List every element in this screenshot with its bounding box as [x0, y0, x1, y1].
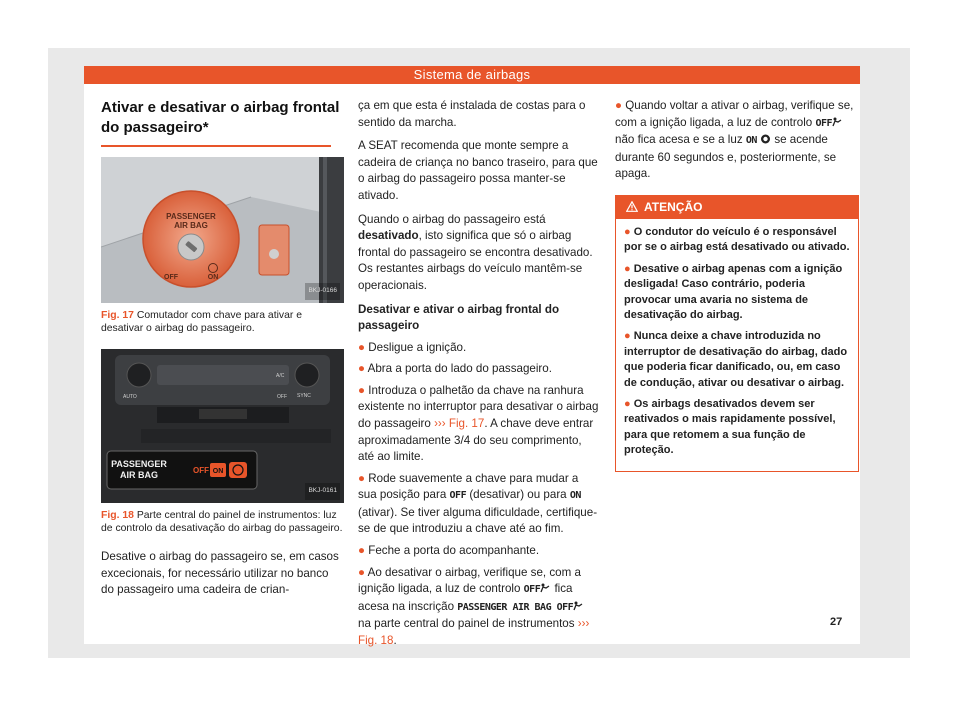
figure-17-label: Fig. 17: [101, 310, 134, 321]
figure-18-label: Fig. 18: [101, 510, 134, 521]
figure-18-caption: [101, 509, 344, 535]
panel-airbag-text: AIR BAG: [120, 470, 158, 480]
btn-ac-label: A/C: [276, 373, 285, 379]
switch-label-passenger: PASSENGER: [166, 212, 216, 221]
column-2: [358, 98, 600, 655]
panel-off-text: OFF: [193, 466, 209, 475]
btn-sync-label: SYNC: [297, 393, 311, 399]
warning-title: ATENÇÃO: [644, 199, 703, 214]
off-symbol: OFF: [815, 117, 832, 129]
off-symbol: OFF: [523, 584, 541, 596]
list-item: ● O condutor do veículo é o responsável por se o airbag está desativado ou ativado.: [624, 225, 850, 254]
list-item: ● Nunca deixe a chave introduzida no interruptor de desativação do airbag, dado que poderia ficar danificado, ou, em caso de condução, ativar ou desativar o airbag.: [624, 330, 848, 389]
section-title-line1: Ativar e desativar o airbag frontal: [101, 99, 340, 116]
warning-triangle-icon: [626, 201, 638, 212]
passenger-airbag-off-label: PASSENGER AIR BAG OFF: [457, 601, 574, 613]
column-1: [101, 98, 344, 606]
dashboard-panel-illustration: [101, 349, 344, 503]
switch-off-label: OFF: [164, 274, 178, 281]
title-divider: [101, 145, 331, 147]
list-item: ● Rode suavemente a chave para mudar a sua posição para OFF (desativar) ou para ON (ativar). Se tiver alguma dificuldade, certifique-se de que introduziu a chave até ao fim.: [358, 471, 598, 536]
list-item: ● Feche a porta do acompanhante.: [358, 544, 540, 558]
col2-paragraph-1: ça em que esta é instalada de costas para o sentido da marcha.: [358, 99, 586, 129]
figure-18-link[interactable]: ››› Fig. 18: [358, 617, 590, 648]
subsection-title: Desativar e ativar o airbag frontal do passageiro: [358, 302, 560, 332]
list-item: ● Desligue a ignição.: [358, 340, 467, 354]
list-item: ● Quando voltar a ativar o airbag, verifique se, com a ignição ligada, a luz de controlo OFF não fica acesa e se a luz ON se acende durante 60 segundos e, posteriormente, se apaga.: [615, 99, 854, 181]
figure-17-link[interactable]: ››› Fig. 17: [434, 416, 485, 430]
warning-box: [615, 195, 859, 472]
airbag-on-icon: [760, 134, 771, 144]
btn-auto-label: AUTO: [123, 394, 137, 400]
warning-body: [616, 219, 858, 471]
list-item: ● Ao desativar o airbag, verifique se, com a ignição ligada, a luz de controlo OFF fica acesa na inscrição PASSENGER AIR BAG OFF na parte central do painel de instrumentos ››› Fig. 18.: [358, 565, 590, 648]
switch-on-label: ON: [207, 274, 219, 281]
switch-label-airbag: AIR BAG: [174, 221, 208, 230]
list-item: ● Desative o airbag apenas com a ignição desligada! Caso contrário, poderia provocar uma avaria no sistema de desativação do airbag.: [624, 262, 843, 321]
figure-17-caption-text: Comutador com chave para ativar e desativar o airbag do passageiro.: [101, 310, 302, 334]
panel-passenger-text: PASSENGER: [111, 459, 167, 469]
figure-17-caption: [101, 309, 344, 335]
warning-header: [616, 196, 858, 219]
figure-17-code: BKJ-0166: [305, 283, 340, 300]
list-item: ● Introduza o palhetão da chave na ranhura existente no interruptor para desativar o airbag do passageiro ››› Fig. 17. A chave deve entrar aproximadamente 3/4 do seu comprimento, até ao limite.: [358, 383, 599, 464]
panel-on-text: ON: [212, 468, 224, 475]
airbag-warning-icon: [573, 601, 584, 611]
col2-paragraph-2: A SEAT recomenda que monte sempre a cadeira de criança no banco traseiro, para que o airbag do passageiro possa manter-se ativado.: [358, 139, 598, 202]
on-symbol: ON: [569, 490, 581, 502]
figure-18-caption-text: Parte central do painel de instrumentos: luz de controlo da desativação do airbag do passageiro.: [101, 510, 343, 534]
section-title: [101, 98, 344, 138]
section-header: Sistema de airbags: [84, 66, 860, 84]
list-item: ● Abra a porta do lado do passageiro.: [358, 362, 552, 376]
airbag-warning-icon: [832, 117, 843, 127]
list-item: ● Os airbags desativados devem ser reativados o mais rapidamente possível, para que retomem a sua função de proteção.: [624, 398, 836, 457]
figure-18: [101, 349, 344, 503]
col2-paragraph-3: Quando o airbag do passageiro está desativado, isto significa que só o airbag frontal do passageiro se encontra desativado. Os restantes airbags do veículo mantêm-se operacionais.: [358, 212, 593, 292]
airbag-switch-illustration: [101, 157, 344, 303]
off-symbol: OFF: [449, 490, 467, 502]
page-number: 27: [830, 616, 843, 628]
btn-off-label: OFF: [277, 394, 287, 400]
col1-paragraph: Desative o airbag do passageiro se, em casos excecionais, for necessário utilizar no banco do passageiro uma cadeira de crian-: [101, 550, 339, 597]
airbag-warning-icon: [540, 583, 551, 593]
section-title-line2: do passageiro*: [101, 119, 209, 136]
on-symbol: ON: [745, 135, 757, 147]
figure-17: [101, 157, 344, 303]
figure-18-code: BKJ-0161: [305, 483, 340, 500]
column-3: [615, 98, 859, 472]
